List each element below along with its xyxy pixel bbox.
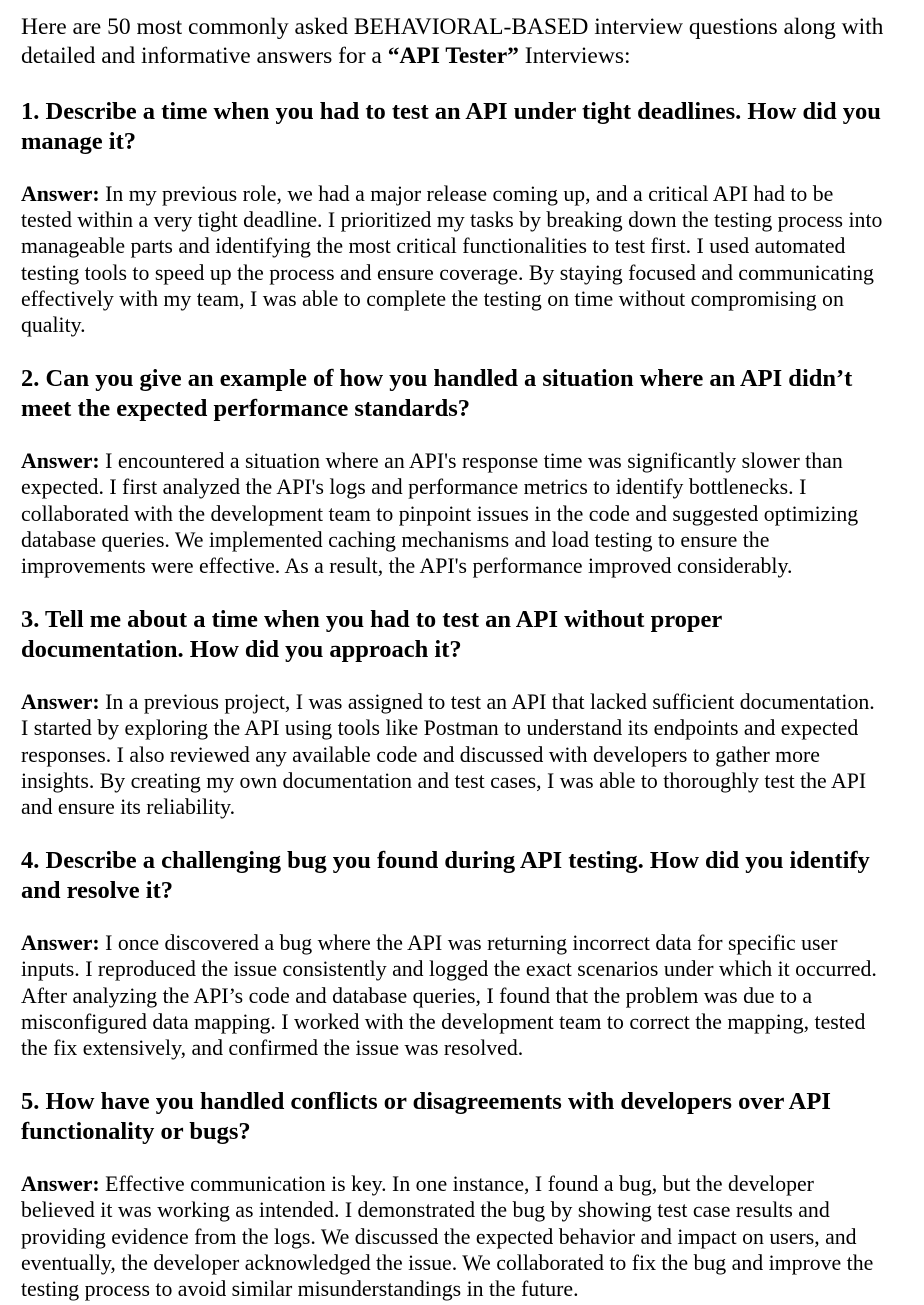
intro-role: “API Tester” [387, 43, 519, 69]
qa-item [21, 364, 884, 579]
answer-label: Answer: [21, 182, 100, 206]
question-heading: 5. How have you handled conflicts or disagreements with developers over API functionality or bugs? [21, 1088, 831, 1146]
intro-prefix: Here are 50 most commonly asked BEHAVIORAL-BASED interview questions along with detailed and informative answers for a [21, 14, 884, 69]
answer-label: Answer: [21, 449, 100, 474]
answer-paragraph [21, 1171, 884, 1302]
qa-item [21, 605, 884, 820]
qa-item [21, 846, 884, 1061]
intro-paragraph [21, 13, 884, 71]
answer-label: Answer: [21, 690, 100, 715]
question-heading: 3. Tell me about a time when you had to test an API without proper documentation. How did you approach it? [21, 606, 722, 664]
answer-paragraph [21, 930, 884, 1061]
qa-item [21, 1087, 884, 1302]
answer-text: In my previous role, we had a major release coming up, and a critical API had to be tested within a very tight deadline. I prioritized my tasks by breaking down the testing process into manageable parts and identifying the most critical functionalities to test first. I used automated testing tools to speed up the process and ensure coverage. By staying focused and communicating effectively with my team, I was able to complete the testing on time without compromising on quality. [21, 182, 883, 338]
answer-text: I once discovered a bug where the API was returning incorrect data for specific user inputs. I reproduced the issue consistently and logged the exact scenarios under which it occurred. After analyzing the API’s code and database queries, I found that the problem was due to a misconfigured data mapping. I worked with the development team to correct the mapping, tested the fix extensively, and confirmed the issue was resolved. [21, 931, 877, 1061]
answer-label: Answer: [21, 931, 100, 956]
qa-list [21, 97, 884, 1302]
answer-label: Answer: [21, 1172, 100, 1197]
answer-text: Effective communication is key. In one instance, I found a bug, but the developer believed it was working as intended. I demonstrated the bug by showing test case results and providing evidence from the logs. We discussed the expected behavior and impact on users, and eventually, the developer acknowledged the issue. We collaborated to fix the bug and improve the testing process to avoid similar misunderstandings in the future. [21, 1172, 874, 1302]
answer-paragraph [21, 448, 884, 579]
answer-paragraph [21, 689, 884, 820]
question-heading: 1. Describe a time when you had to test an API under tight deadlines. How did you manage it? [21, 98, 881, 155]
question-heading: 2. Can you give an example of how you handled a situation where an API didn’t meet the expected performance standards? [21, 365, 853, 423]
question-heading: 4. Describe a challenging bug you found during API testing. How did you identify and resolve it? [21, 847, 870, 905]
answer-text: In a previous project, I was assigned to test an API that lacked sufficient documentation. I started by exploring the API using tools like Postman to understand its endpoints and expected responses. I also reviewed any available code and discussed with developers to gather more insights. By creating my own documentation and test cases, I was able to thoroughly test the API and ensure its reliability. [21, 690, 875, 820]
answer-paragraph [21, 181, 884, 338]
intro-suffix: Interviews: [518, 43, 631, 69]
qa-item [21, 97, 884, 338]
answer-text: I encountered a situation where an API's response time was significantly slower than expected. I first analyzed the API's logs and performance metrics to identify bottlenecks. I collaborated with the development team to pinpoint issues in the code and suggested optimizing database queries. We implemented caching mechanisms and load testing to ensure the improvements were effective. As a result, the API's performance improved considerably. [21, 449, 859, 579]
